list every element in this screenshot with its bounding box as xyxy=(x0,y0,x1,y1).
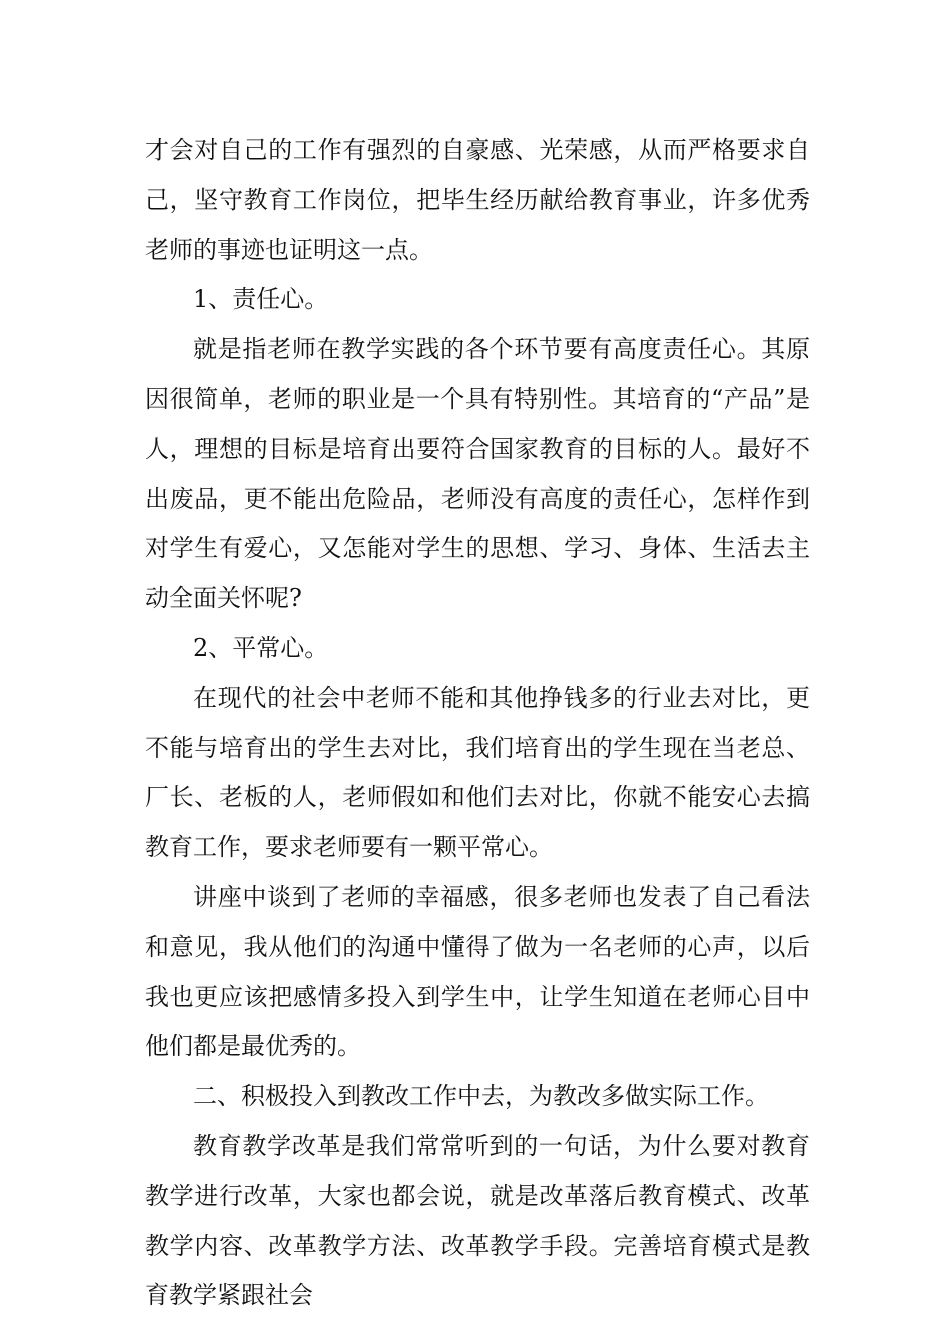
document-body xyxy=(145,126,810,1321)
paragraph-happiness: 讲座中谈到了老师的幸福感，很多老师也发表了自己看法和意见，我从他们的沟通中懂得了做为一名老师的心声，以后我也更应该把感情多投入到学生中，让学生知道在老师心目中他们都是最优秀的。 xyxy=(145,882,810,1061)
paragraph-calm-mind: 在现代的社会中老师不能和其他挣钱多的行业去对比，更不能与培育出的学生去对比，我们培育出的学生现在当老总、厂长、老板的人，老师假如和他们去对比，你就不能安心去搞教育工作，要求老师要有一颗平常心。 xyxy=(145,683,810,862)
heading-responsibility: 1、责任心。 xyxy=(193,285,329,314)
paragraph-continuation: 才会对自己的工作有强烈的自豪感、光荣感，从而严格要求自己，坚守教育工作岗位，把毕生经历献给教育事业，许多优秀老师的事迹也证明这一点。 xyxy=(145,136,810,264)
heading-calm-mind: 2、平常心。 xyxy=(193,633,329,662)
heading-reform: 二、积极投入到教改工作中去，为教改多做实际工作。 xyxy=(193,1082,769,1111)
paragraph-responsibility: 就是指老师在教学实践的各个环节要有高度责任心。其原因很简单，老师的职业是一个具有特别性。其培育的“产品”是人，理想的目标是培育出要符合国家教育的目标的人。最好不出废品，更不能出危险品，老师没有高度的责任心，怎样作到对学生有爱心，又怎能对学生的思想、学习、身体、生活去主动全面关怀呢? xyxy=(145,335,810,613)
paragraph-reform: 教育教学改革是我们常常听到的一句话，为什么要对教育教学进行改革，大家也都会说，就是改革落后教育模式、改革教学内容、改革教学方法、改革教学手段。完善培育模式是教育教学紧跟社会 xyxy=(145,1131,810,1310)
